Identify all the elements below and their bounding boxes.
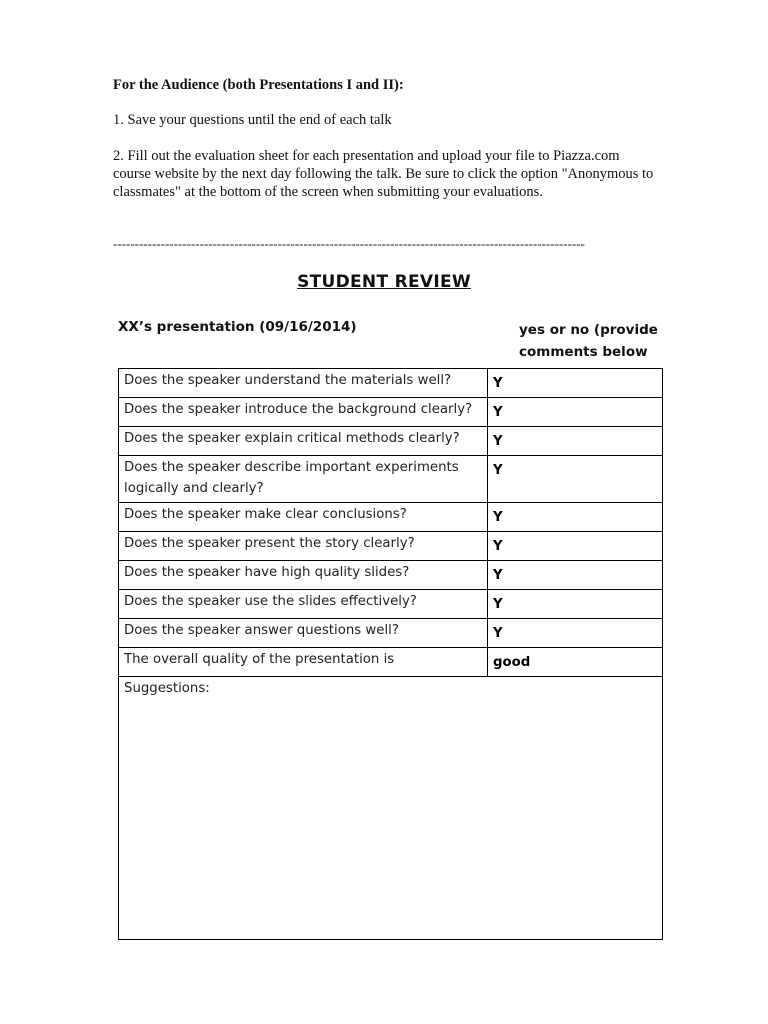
review-row [119, 503, 663, 532]
answer-column-header: yes or no (provide comments below [519, 322, 658, 360]
review-question: Does the speaker describe important experiments logically and clearly? [119, 456, 488, 503]
presentation-label: XX’s presentation (09/16/2014) [118, 319, 357, 335]
instruction-evaluation-sheet: 2. Fill out the evaluation sheet for each presentation and upload your file to Piazza.com course website by the next day following the talk. Be sure to click the option "Anonymous to classmates" at the bottom of the screen when submitting your evaluations. [113, 148, 654, 200]
review-row [119, 619, 663, 648]
review-row [119, 561, 663, 590]
review-table [118, 368, 663, 940]
review-row [119, 427, 663, 456]
review-answer[interactable]: Y [488, 590, 663, 619]
review-answer[interactable]: Y [488, 503, 663, 532]
review-answer[interactable]: Y [488, 561, 663, 590]
review-answer[interactable]: Y [488, 456, 663, 503]
suggestions-label: Suggestions: [124, 681, 210, 696]
review-question: Does the speaker introduce the background clearly? [119, 398, 488, 427]
suggestions-box[interactable] [119, 677, 663, 940]
review-question: Does the speaker explain critical methods clearly? [119, 427, 488, 456]
review-row [119, 648, 663, 677]
overall-quality-answer[interactable]: good [488, 648, 663, 677]
review-question: Does the speaker answer questions well? [119, 619, 488, 648]
review-row [119, 456, 663, 503]
audience-heading: For the Audience (both Presentations I and II): [113, 77, 404, 93]
review-row [119, 532, 663, 561]
section-divider: ------------------------------------------------------------------------------------------------------------- [113, 236, 585, 251]
review-title: STUDENT REVIEW [297, 272, 471, 292]
instruction-save-questions: 1. Save your questions until the end of each talk [113, 112, 392, 128]
review-answer[interactable]: Y [488, 369, 663, 398]
review-question: Does the speaker use the slides effectively? [119, 590, 488, 619]
review-question: The overall quality of the presentation is [119, 648, 488, 677]
review-answer[interactable]: Y [488, 619, 663, 648]
review-question: Does the speaker understand the materials well? [119, 369, 488, 398]
suggestions-row [119, 677, 663, 940]
review-row [119, 590, 663, 619]
review-question: Does the speaker have high quality slides? [119, 561, 488, 590]
review-answer[interactable]: Y [488, 398, 663, 427]
review-question: Does the speaker present the story clearly? [119, 532, 488, 561]
review-row [119, 369, 663, 398]
review-row [119, 398, 663, 427]
review-answer[interactable]: Y [488, 532, 663, 561]
review-answer[interactable]: Y [488, 427, 663, 456]
review-question: Does the speaker make clear conclusions? [119, 503, 488, 532]
